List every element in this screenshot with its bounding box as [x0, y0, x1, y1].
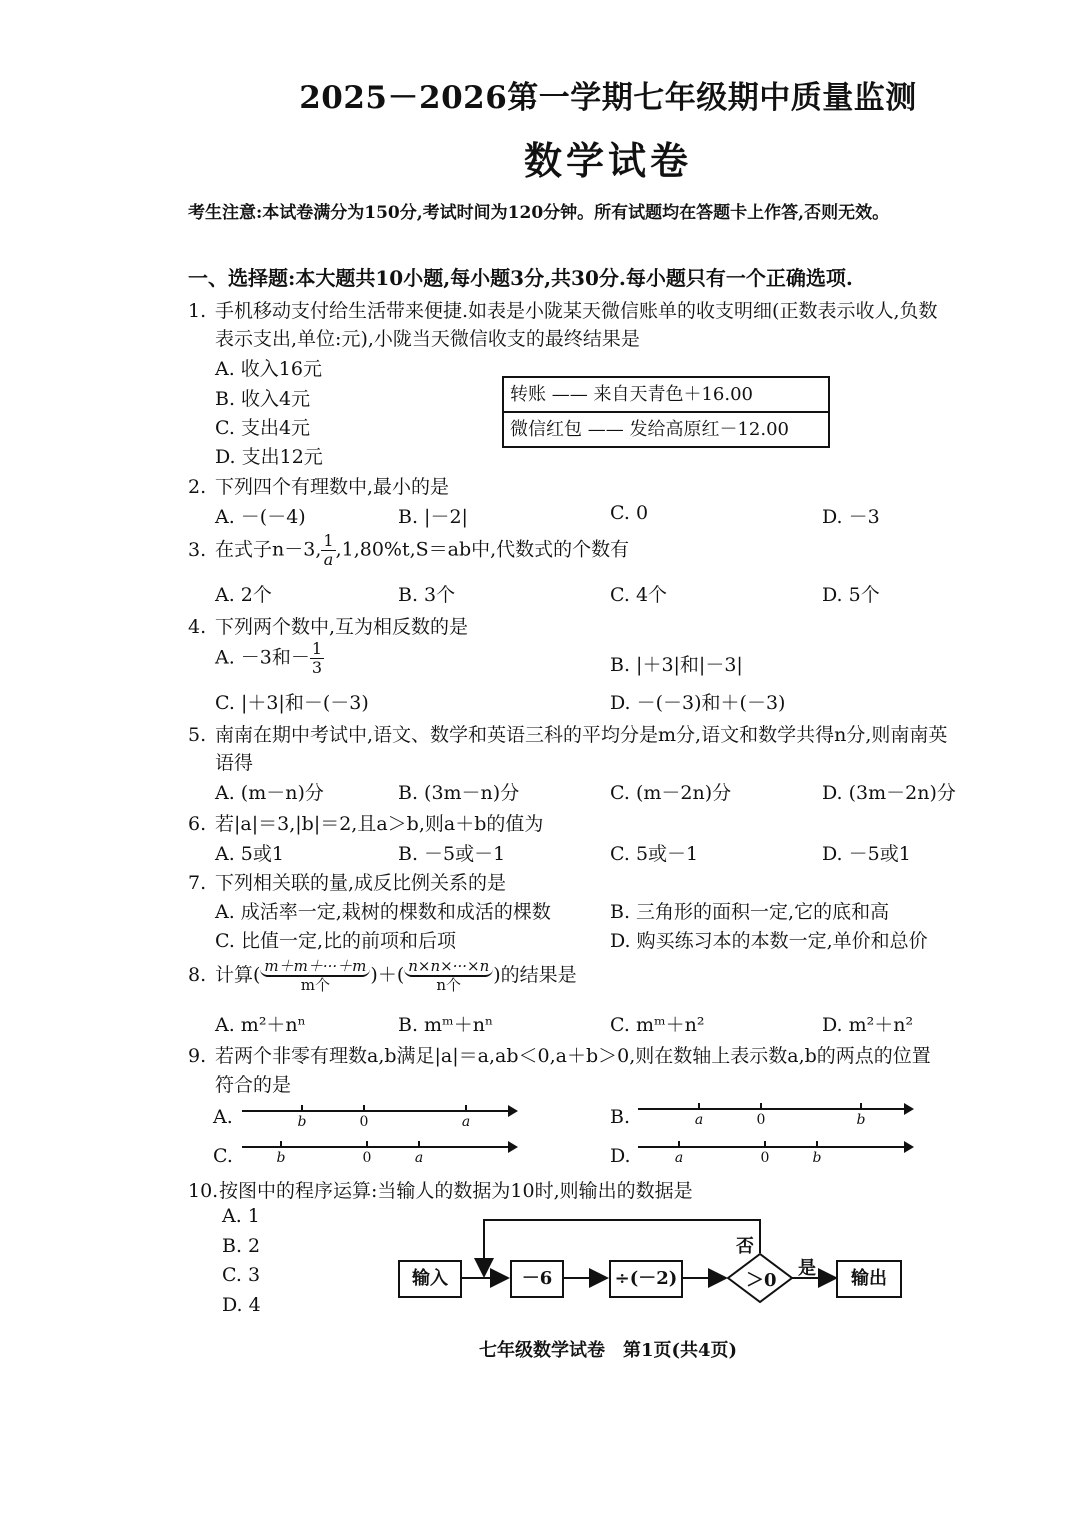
q6-option-d[interactable]: D. －5或1 [822, 843, 911, 865]
brace-top: m＋m＋···＋m [260, 958, 370, 977]
q4-option-d[interactable]: D. －(－3)和＋(－3) [610, 692, 786, 714]
tick [760, 1103, 762, 1110]
question-number: 9. [188, 1045, 207, 1067]
brace-sum-m [260, 958, 370, 994]
point-label: b [276, 1150, 286, 1166]
question-number: 4. [188, 616, 207, 638]
q7-option-c[interactable]: C. 比值一定,比的前项和后项 [215, 930, 456, 952]
q7-option-a[interactable]: A. 成活率一定,栽树的棵数和成活的棵数 [215, 901, 551, 923]
point-label: a [674, 1150, 684, 1166]
tick [860, 1103, 862, 1110]
section-heading: 一、选择题:本大题共10小题,每小题3分,共30分.每小题只有一个正确选项. [188, 266, 853, 290]
wechat-bill-table [502, 376, 830, 448]
tick [678, 1141, 680, 1148]
point-label: b [812, 1150, 822, 1166]
fraction-numerator: 1 [311, 639, 323, 658]
brace-product-n [404, 958, 493, 994]
tick [280, 1141, 282, 1148]
question-text: 下列四个有理数中,最小的是 [215, 476, 450, 498]
question-3 [188, 532, 629, 569]
question-number: 3. [188, 538, 207, 561]
question-text: 若|a|＝3,|b|＝2,且a＞b,则a＋b的值为 [215, 813, 544, 835]
q5-option-a[interactable]: A. (m－n)分 [215, 782, 324, 804]
q9-option-c-label[interactable]: C. [213, 1145, 233, 1167]
flow-condition-label: ＞0 [746, 1270, 777, 1291]
q1-option-c[interactable]: C. 支出4元 [215, 417, 311, 439]
q5-option-d[interactable]: D. (3m－2n)分 [822, 782, 956, 804]
q9-option-b-label[interactable]: B. [610, 1106, 631, 1128]
q8-option-a[interactable]: A. m²＋nⁿ [215, 1014, 306, 1036]
exam-title: 2025－2026第一学期七年级期中质量监测 [299, 80, 917, 116]
axis-arrow-icon [904, 1141, 914, 1153]
brace-top: n×n×···×n [404, 958, 493, 977]
fraction-numerator: 1 [323, 531, 334, 550]
flow-input-box: 输入 [398, 1260, 462, 1298]
q4-option-c[interactable]: C. |＋3|和－(－3) [215, 692, 369, 714]
question-text: 按图中的程序运算:当输人的数据为10时,则输出的数据是 [219, 1180, 693, 1202]
axis-arrow-icon [508, 1141, 518, 1153]
q3-option-c[interactable]: C. 4个 [610, 584, 668, 606]
tick [301, 1105, 303, 1112]
q1-option-d[interactable]: D. 支出12元 [215, 446, 323, 468]
q9-numberline-a[interactable] [242, 1102, 518, 1132]
question-number: 1. [188, 300, 207, 322]
question-text-pre: 计算( [215, 964, 261, 986]
point-label: b [297, 1114, 307, 1130]
fraction-denominator: 3 [311, 658, 323, 677]
brace-bottom: m个 [300, 976, 331, 994]
question-4 [188, 612, 468, 639]
question-5-line1 [188, 720, 947, 747]
bill-row-transfer: 转账 —— 来自天青色＋16.00 [510, 384, 753, 405]
point-label: b [856, 1112, 866, 1128]
point-label: a [414, 1150, 424, 1166]
question-10 [188, 1176, 693, 1203]
q5-option-c[interactable]: C. (m－2n)分 [610, 782, 732, 804]
origin-label: 0 [362, 1150, 372, 1166]
page-footer: 七年级数学试卷 第1页(共4页) [478, 1340, 738, 1361]
flow-yes-label: 是 [798, 1258, 816, 1279]
flow-step-divide: ÷(－2) [609, 1260, 683, 1298]
q10-option-b[interactable]: B. 2 [222, 1235, 261, 1257]
tick [366, 1141, 368, 1148]
q2-option-b[interactable]: B. |－2| [398, 506, 468, 528]
q9-numberline-d[interactable] [638, 1138, 914, 1168]
origin-label: 0 [359, 1114, 369, 1130]
tick [816, 1141, 818, 1148]
exam-notice: 考生注意:本试卷满分为150分,考试时间为120分钟。所有试题均在答题卡上作答,否则无效。 [188, 203, 890, 223]
question-text-post: )的结果是 [493, 964, 577, 986]
question-1-line1 [188, 296, 938, 323]
question-number: 2. [188, 476, 207, 498]
question-5-line2: 语得 [215, 752, 254, 774]
axis-arrow-icon [508, 1105, 518, 1117]
q5-option-b[interactable]: B. (3m－n)分 [398, 782, 520, 804]
question-text-mid: )＋( [370, 964, 405, 986]
question-number: 8. [188, 964, 207, 986]
q9-numberline-b[interactable] [638, 1100, 914, 1130]
option-text: A. －3和－ [215, 646, 310, 669]
tick [698, 1103, 700, 1110]
tick [418, 1141, 420, 1148]
question-2 [188, 472, 449, 499]
question-text-post: ,1,80%t,S＝ab中,代数式的个数有 [335, 538, 630, 561]
flow-step-minus6: －6 [510, 1260, 564, 1298]
axis-line [242, 1146, 508, 1148]
point-label: a [461, 1114, 471, 1130]
question-9-line1 [188, 1041, 931, 1068]
question-number: 6. [188, 813, 207, 835]
q10-option-d[interactable]: D. 4 [222, 1294, 261, 1316]
point-label: a [694, 1112, 704, 1128]
question-text: 下列相关联的量,成反比例关系的是 [215, 872, 507, 894]
q3-option-a[interactable]: A. 2个 [215, 584, 272, 606]
flow-no-label: 否 [736, 1236, 754, 1257]
q2-option-a[interactable]: A. －(－4) [215, 506, 306, 528]
fraction-one-third [310, 640, 324, 677]
flow-output-box: 输出 [836, 1260, 902, 1298]
question-number: 10. [188, 1180, 219, 1202]
q8-option-d[interactable]: D. m²＋n² [822, 1014, 914, 1036]
brace-bottom: n个 [436, 976, 462, 994]
question-text: 手机移动支付给生活带来便捷.如表是小陇某天微信账单的收支明细(正数表示收人,负数 [215, 300, 938, 322]
q9-option-a-label[interactable]: A. [213, 1106, 233, 1128]
axis-arrow-icon [904, 1103, 914, 1115]
question-number: 7. [188, 872, 207, 894]
q6-option-b[interactable]: B. －5或－1 [398, 843, 506, 865]
tick [465, 1105, 467, 1112]
q9-numberline-c[interactable] [242, 1138, 518, 1168]
origin-label: 0 [756, 1112, 766, 1128]
q6-option-c[interactable]: C. 5或－1 [610, 843, 699, 865]
q1-option-a[interactable]: A. 收入16元 [215, 358, 322, 380]
q8-option-c[interactable]: C. mᵐ＋n² [610, 1014, 705, 1036]
q9-option-d-label[interactable]: D. [610, 1145, 631, 1167]
question-7 [188, 868, 506, 895]
fraction-denominator: a [323, 550, 334, 569]
axis-line [638, 1108, 904, 1110]
question-8 [188, 958, 577, 994]
q8-option-b[interactable]: B. mᵐ＋nⁿ [398, 1014, 494, 1036]
question-1-line2: 表示支出,单位:元),小陇当天微信收支的最终结果是 [215, 328, 640, 350]
origin-label: 0 [760, 1150, 770, 1166]
exam-subtitle: 数学试卷 [523, 138, 692, 183]
question-text: 若两个非零有理数a,b满足|a|＝a,ab＜0,a＋b＞0,则在数轴上表示数a,b的两点的位置 [215, 1045, 931, 1067]
question-number: 5. [188, 724, 207, 746]
question-6 [188, 809, 543, 836]
q4-option-b[interactable]: B. |＋3|和|－3| [610, 654, 743, 676]
q10-option-a[interactable]: A. 1 [222, 1205, 260, 1227]
q2-option-c[interactable]: C. 0 [610, 502, 649, 524]
q4-option-a[interactable] [215, 640, 324, 677]
question-text: 下列两个数中,互为相反数的是 [215, 616, 469, 638]
q2-option-d[interactable]: D. －3 [822, 506, 880, 528]
axis-line [242, 1110, 508, 1112]
q1-option-b[interactable]: B. 收入4元 [215, 388, 311, 410]
q3-option-b[interactable]: B. 3个 [398, 584, 456, 606]
tick [764, 1141, 766, 1148]
bill-row-redpacket: 微信红包 —— 发给高原红－12.00 [504, 411, 828, 446]
q7-option-d[interactable]: D. 购买练习本的本数一定,单价和总价 [610, 930, 928, 952]
q10-option-c[interactable]: C. 3 [222, 1264, 261, 1286]
q6-option-a[interactable]: A. 5或1 [215, 843, 284, 865]
question-9-line2: 符合的是 [215, 1074, 292, 1096]
q3-option-d[interactable]: D. 5个 [822, 584, 880, 606]
tick [363, 1105, 365, 1112]
question-text-pre: 在式子n－3, [215, 538, 322, 561]
question-text: 南南在期中考试中,语文、数学和英语三科的平均分是m分,语文和数学共得n分,则南南英 [215, 724, 948, 746]
q7-option-b[interactable]: B. 三角形的面积一定,它的底和高 [610, 901, 890, 923]
fraction-one-over-a [321, 532, 335, 569]
